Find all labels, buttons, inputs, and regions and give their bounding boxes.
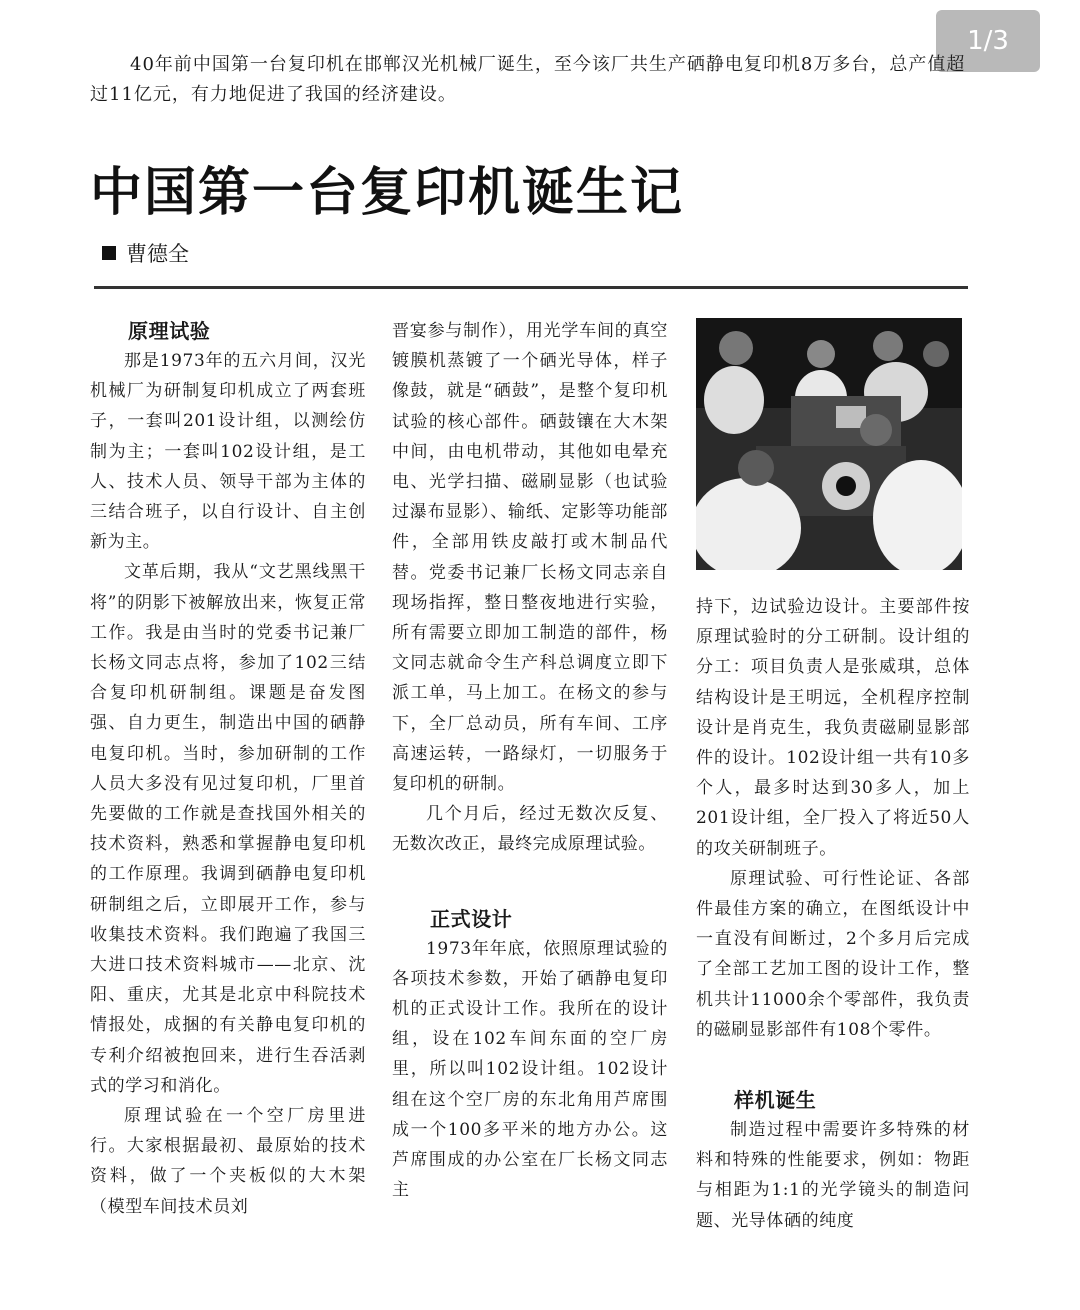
- photo-illustration: [696, 318, 962, 570]
- paragraph: 原理试验、可行性论证、各部件最佳方案的确立，在图纸设计中一直没有间断过，2个多月后完成了全部工艺加工图的设计工作，整机共计11000余个零部件，我负责的磁刷显影部件有108个零件。: [696, 868, 970, 1040]
- paragraph: 几个月后，经过无数次反复、无数次改正，最终完成原理试验。: [392, 804, 668, 855]
- bullet-square-icon: [102, 246, 116, 260]
- column-2: [392, 316, 668, 1205]
- section-heading: 原理试验: [128, 319, 211, 343]
- section-heading: 样机诞生: [734, 1088, 817, 1113]
- paragraph: 那是1973年的五六月间，汉光机械厂为研制复印机成立了两套班子，一套叫201设计组，以测绘仿制为主；一套叫102设计组，是工人、技术人员、领导干部为主体的三结合班子，以自行设计、自主创新为主。: [90, 351, 366, 553]
- column-1: [90, 316, 366, 1222]
- paragraph: 持下，边试验边设计。主要部件按原理试验时的分工研制。设计组的分工：项目负责人是张威琪，总体结构设计是王明远，全机程序控制设计是肖克生，我负责磁刷显影部件的设计。102设计组一共有10多个人，最多时达到30多人，加上201设计组，全厂投入了将近50人的攻关研制班子。: [696, 597, 970, 859]
- author-name: 曹德全: [126, 242, 189, 266]
- byline: [102, 238, 189, 268]
- page-indicator: 1/3: [936, 10, 1040, 72]
- article-title: 中国第一台复印机诞生记: [90, 163, 685, 223]
- paragraph: 制造过程中需要许多特殊的材料和特殊的性能要求，例如：物距与相距为1:1的光学镜头的制造问题、光导体硒的纯度: [696, 1120, 970, 1231]
- section-heading: 正式设计: [430, 906, 513, 931]
- paragraph: 晋宴参与制作），用光学车间的真空镀膜机蒸镀了一个硒光导体，样子像鼓，就是“硒鼓”，是整个复印机试验的核心部件。硒鼓镶在大木架中间，由电机带动，其他如电晕充电、光学扫描、磁刷显影（也试验过瀑布显影）、输纸、定影等功能部件，全部用铁皮敲打或木制品代替。党委书记兼厂长杨文同志亲自现场指挥，整日整夜地进行实验，所有需要立即加工制造的部件，杨文同志就命令生产科总调度立即下派工单，马上加工。在杨文的参与下，全厂总动员，所有车间、工序高速运转，一路绿灯，一切服务于复印机的研制。: [392, 321, 668, 795]
- paragraph: 原理试验在一个空厂房里进行。大家根据最初、最原始的技术资料，做了一个夹板似的大木架（模型车间技术员刘: [90, 1106, 366, 1217]
- paragraph: 文革后期，我从“文艺黑线黑干将”的阴影下被解放出来，恢复正常工作。我是由当时的党委书记兼厂长杨文同志点将，参加了102三结合复印机研制组。课题是奋发图强、自力更生，制造出中国的硒静电复印机。当时，参加研制的工作人员大多没有见过复印机，厂里首先要做的工作就是查找国外相关的技术资料，熟悉和掌握静电复印机的工作原理。我调到硒静电复印机研制组之后，立即展开工作，参与收集技术资料。我们跑遍了我国三大进口技术资料城市——北京、沈阳、重庆，尤其是北京中科院技术情报处，成捆的有关静电复印机的专利介绍被抱回来，进行生吞活剥式的学习和消化。: [90, 562, 366, 1096]
- header-divider: [94, 286, 968, 289]
- column-3: [696, 592, 970, 1236]
- lead-paragraph: 40年前中国第一台复印机在邯郸汉光机械厂诞生，至今该厂共生产硒静电复印机8万多台，总产值超过11亿元，有力地促进了我国的经济建设。: [90, 54, 966, 105]
- archive-photo: [696, 318, 962, 570]
- paragraph: 1973年年底，依照原理试验的各项技术参数，开始了硒静电复印机的正式设计工作。我所在的设计组，设在102车间东面的空厂房里，所以叫102设计组。102设计组在这个空厂房的东北角用芦席围成一个100多平米的地方办公。这芦席围成的办公室在厂长杨文同志主: [392, 938, 668, 1201]
